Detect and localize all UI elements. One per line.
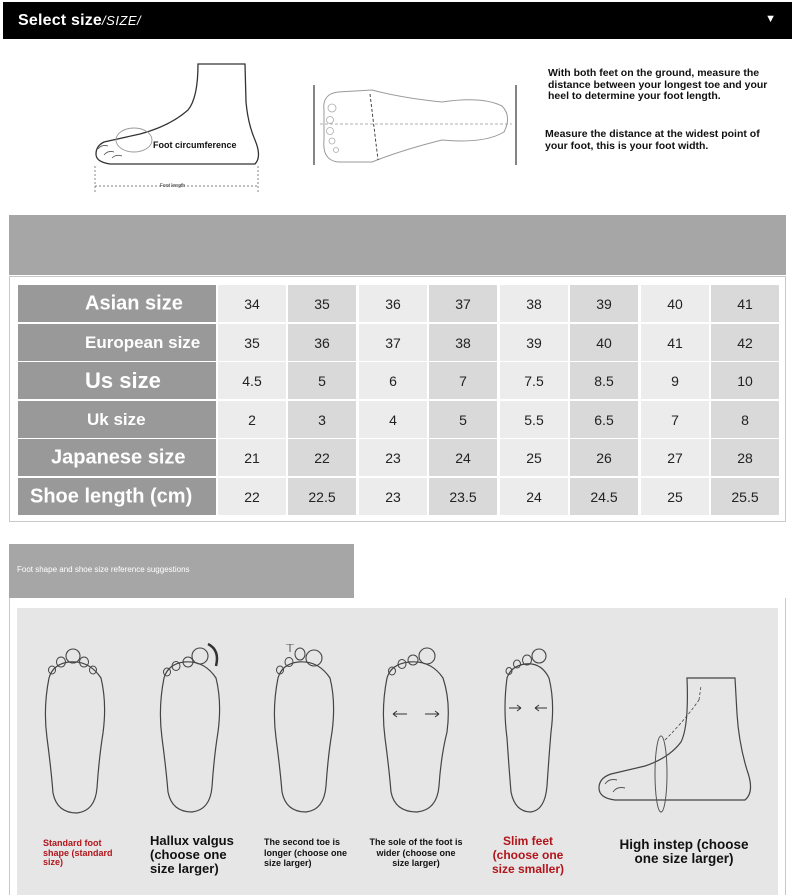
row-header: European size [18,324,216,361]
table-row [18,362,780,399]
foot-shapes-inner [17,608,778,895]
table-cell: 23 [359,478,427,515]
row-header: Us size [18,362,216,399]
table-cell: 6 [359,362,427,399]
row-header: Shoe length (cm) [18,478,216,515]
table-row [18,285,780,322]
caption-second-toe: The second toe is longer (choose one size larger) [264,837,348,868]
table-cell: 41 [711,285,779,322]
table-cell: 23.5 [429,478,497,515]
table-cell: 2 [218,401,286,438]
table-cell: 9 [641,362,709,399]
hallux-valgus-foot-icon [154,642,226,814]
table-cell: 36 [288,324,356,361]
slim-foot-icon [497,646,559,818]
table-cell: 4.5 [218,362,286,399]
table-cell: 40 [641,285,709,322]
wide-sole-foot-icon [379,644,453,816]
row-header: Japanese size [18,439,216,476]
table-cell: 37 [429,285,497,322]
table-cell: 25 [500,439,568,476]
table-cell: 24.5 [570,478,638,515]
table-row [18,478,780,515]
row-header: Asian size [18,285,216,322]
table-cell: 24 [429,439,497,476]
title-subtitle: /SIZE/ [102,13,142,28]
caption-slim-feet: Slim feet (choose one size smaller) [491,834,565,876]
table-cell: 28 [711,439,779,476]
table-cell: 27 [641,439,709,476]
measuring-guide [0,40,801,210]
row-header: Uk size [18,401,216,438]
table-cell: 4 [359,401,427,438]
table-cell: 24 [500,478,568,515]
table-cell: 39 [500,324,568,361]
standard-foot-icon [39,648,109,818]
size-table [9,276,786,522]
second-toe-foot-icon [268,644,338,816]
page-title [18,12,141,30]
table-cell: 7.5 [500,362,568,399]
table-cell: 34 [218,285,286,322]
table-cell: 5 [288,362,356,399]
table-cell: 38 [500,285,568,322]
table-cell: 10 [711,362,779,399]
high-instep-foot-icon [595,674,765,824]
table-cell: 6.5 [570,401,638,438]
table-cell: 8 [711,401,779,438]
foot-shape-section-header [9,544,354,598]
caption-wide-sole: The sole of the foot is wider (choose one size larger) [369,837,463,868]
section-title: Foot shape and shoe size reference suggestions [17,565,190,574]
table-cell: 5.5 [500,401,568,438]
table-cell: 41 [641,324,709,361]
table-row [18,439,780,476]
table-cell: 37 [359,324,427,361]
table-row [18,324,780,361]
table-cell: 26 [570,439,638,476]
foot-length-note: With both feet on the ground, measure the distance between your longest toe and your heel to determine your foot length. [548,67,768,102]
title-text: Select size [18,12,103,29]
table-cell: 42 [711,324,779,361]
table-cell: 35 [218,324,286,361]
table-cell: 25.5 [711,478,779,515]
table-row [18,401,780,438]
table-cell: 3 [288,401,356,438]
header-bar [3,2,792,39]
table-cell: 7 [641,401,709,438]
table-cell: 39 [570,285,638,322]
table-cell: 22 [218,478,286,515]
table-cell: 22 [288,439,356,476]
table-cell: 25 [641,478,709,515]
table-cell: 40 [570,324,638,361]
banner-bar [9,215,786,275]
triangle-down-icon[interactable]: ▼ [765,13,776,25]
caption-high-instep: High instep (choose one size larger) [619,837,749,866]
foot-circumference-label: Foot circumference [153,140,237,150]
foot-shapes-panel [9,598,786,895]
table-cell: 8.5 [570,362,638,399]
table-cell: 36 [359,285,427,322]
table-cell: 21 [218,439,286,476]
table-cell: 23 [359,439,427,476]
table-cell: 35 [288,285,356,322]
side-foot-illustration [90,62,265,197]
table-cell: 5 [429,401,497,438]
table-cell: 38 [429,324,497,361]
table-cell: 7 [429,362,497,399]
caption-standard: Standard foot shape (standard size) [43,838,113,867]
foot-length-label: Foot length [160,183,186,189]
table-cell: 22.5 [288,478,356,515]
caption-hallux-valgus: Hallux valgus (choose one size larger) [150,833,234,876]
foot-width-note: Measure the distance at the widest point of your foot, this is your foot width. [545,128,760,152]
sole-illustration [312,80,527,170]
